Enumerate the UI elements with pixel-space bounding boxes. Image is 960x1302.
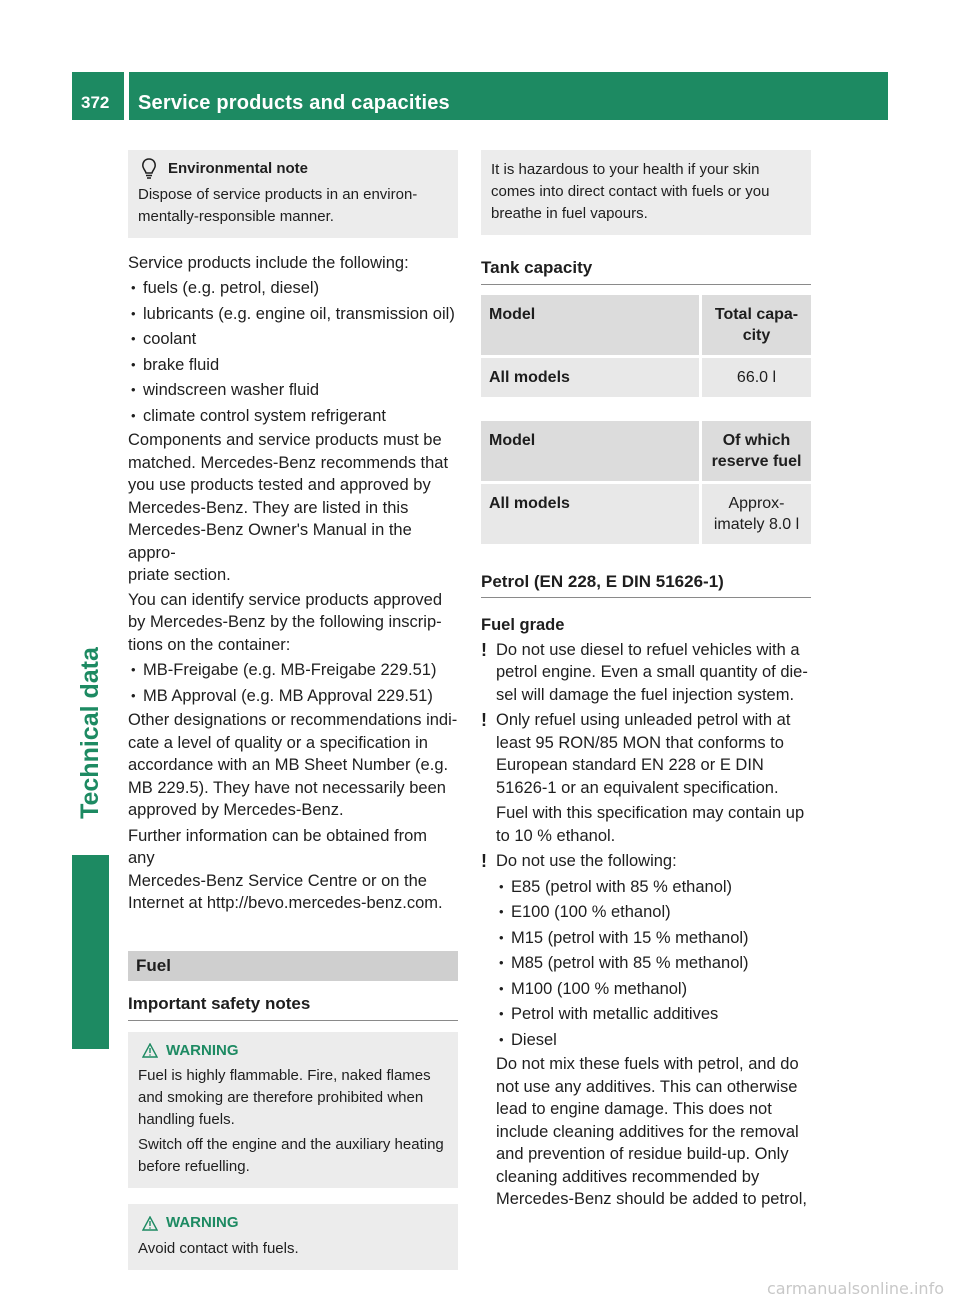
env-note-line: mentally-responsible manner.	[138, 207, 334, 225]
lightbulb-icon	[142, 158, 156, 180]
exclamation-icon: !	[481, 851, 487, 871]
caution-note: ! Do not use the following: • E85 (petrol with 85 % ethanol) • E100 (100 % ethanol) • M15 (petrol with 15 % methanol) • M85 (petrol with 85 % methanol) • M100 (100 % methanol) • Petrol with metallic additives • Diesel Do not mix these fuels with petrol, and do not use any additives. This can otherwise lead to engine damage. This does not include cleaning additives for the removal and prevention of residue build-up. Only cleaning additives recommended by Mercedes-Benz should be added to petrol,	[481, 850, 811, 1211]
list-item: • M15 (petrol with 15 % methanol)	[499, 928, 749, 947]
table-header-cell: Of which reserve fuel	[699, 421, 811, 481]
paragraph: Further information can be obtained from any Mercedes-Benz Service Centre or on the Internet at http://bevo.mercedes-benz.com.	[128, 826, 443, 912]
list-item: • fuels (e.g. petrol, diesel)	[131, 279, 320, 297]
reserve-fuel-table	[481, 418, 811, 547]
list-item: • climate control system refrigerant	[131, 406, 386, 425]
list-item: • E100 (100 % ethanol)	[499, 903, 671, 921]
exclamation-icon: !	[481, 710, 487, 730]
env-note-line: Dispose of service products in an environ-	[138, 185, 418, 203]
table-cell: All models	[481, 484, 699, 544]
warning-title: WARNING	[166, 1214, 239, 1231]
tank-capacity-heading: Tank capacity	[481, 257, 811, 285]
caution-note: ! Do not use diesel to refuel vehicles with a petrol engine. Even a small quantity of die- sel will damage the fuel injection system.	[481, 639, 811, 707]
list-item: • Diesel	[499, 1030, 557, 1049]
environmental-note	[128, 150, 458, 238]
list-item: • lubricants (e.g. engine oil, transmission oil)	[131, 304, 455, 323]
warning-box	[128, 1204, 458, 1270]
table-header-cell: Total capa- city	[699, 295, 811, 355]
avoid-fuels-list	[496, 876, 811, 1052]
table-header-row	[481, 295, 811, 355]
list-item: • Petrol with metallic additives	[499, 1005, 719, 1023]
table-header-cell: Model	[481, 421, 699, 481]
list-item: • E85 (petrol with 85 % ethanol)	[499, 877, 733, 896]
intro-text: Service products include the following:	[128, 253, 409, 272]
right-column	[481, 150, 811, 1211]
warning-icon	[142, 1216, 158, 1231]
list-item: • M85 (petrol with 85 % methanol)	[499, 954, 749, 972]
petrol-heading: Petrol (EN 228, E DIN 51626-1)	[481, 571, 811, 599]
table-row	[481, 358, 811, 397]
warning-text: Avoid contact with fuels.	[138, 1239, 299, 1257]
watermark: carmanualsonline.info	[766, 1278, 944, 1298]
left-column	[128, 150, 458, 1270]
fuel-grade-heading: Fuel grade	[481, 616, 565, 634]
table-row	[481, 484, 811, 544]
env-note-title: Environmental note	[168, 160, 309, 177]
service-products-list	[128, 277, 458, 427]
side-tab-label: Technical data	[76, 647, 104, 819]
list-item: • coolant	[131, 330, 197, 348]
tank-capacity-table	[481, 292, 811, 400]
table-cell: All models	[481, 358, 699, 397]
warning-title: WARNING	[166, 1041, 239, 1059]
table-cell: Approx- imately 8.0 l	[699, 484, 811, 544]
safety-notes-heading: Important safety notes	[128, 993, 458, 1021]
paragraph: You can identify service products approved by Mercedes-Benz by the following inscrip- tions on the container:	[128, 590, 442, 654]
warning-box	[128, 1032, 458, 1189]
section-title: Service products and capacities	[129, 72, 888, 120]
side-tab-marker	[72, 855, 109, 1049]
page-number: 372	[72, 72, 124, 120]
table-header-row	[481, 421, 811, 481]
warning-icon	[142, 1043, 158, 1058]
inscriptions-list	[128, 659, 458, 707]
list-item: • MB-Freigabe (e.g. MB-Freigabe 229.51)	[131, 661, 437, 679]
warning-text: Switch off the engine and the auxiliary heating before refuelling.	[138, 1136, 444, 1175]
list-item: • windscreen washer fluid	[131, 381, 320, 399]
paragraph: Other designations or recommendations indi- cate a level of quality or a specification in accordance with an MB Sheet Number (e.g. MB 229.5). They have not necessarily been approved by Mercedes-Benz.	[128, 711, 458, 819]
paragraph: Components and service products must be matched. Mercedes-Benz recommends that you use products tested and approved by Mercedes-Benz. They are listed in this Mercedes-Benz Owner's Manual in the appro- priate section.	[128, 431, 449, 584]
table-cell: 66.0 l	[699, 358, 811, 397]
caution-note: ! Only refuel using unleaded petrol with at least 95 RON/85 MON that conforms to European standard EN 228 or E DIN 51626-1 or an equivalent specification. Fuel with this specification may contain up to 10 % ethanol.	[481, 709, 811, 847]
exclamation-icon: !	[481, 639, 487, 660]
list-item: • brake fluid	[131, 355, 220, 374]
table-header-cell: Model	[481, 295, 699, 355]
list-item: • MB Approval (e.g. MB Approval 229.51)	[131, 686, 433, 705]
fuel-section-band: Fuel	[128, 951, 458, 982]
warning-continuation: It is hazardous to your health if your skin comes into direct contact with fuels or you breathe in fuel vapours.	[481, 150, 811, 235]
list-item: • M100 (100 % methanol)	[499, 979, 688, 998]
warning-text: Fuel is highly flammable. Fire, naked flames and smoking are therefore prohibited when handling fuels.	[138, 1067, 431, 1128]
